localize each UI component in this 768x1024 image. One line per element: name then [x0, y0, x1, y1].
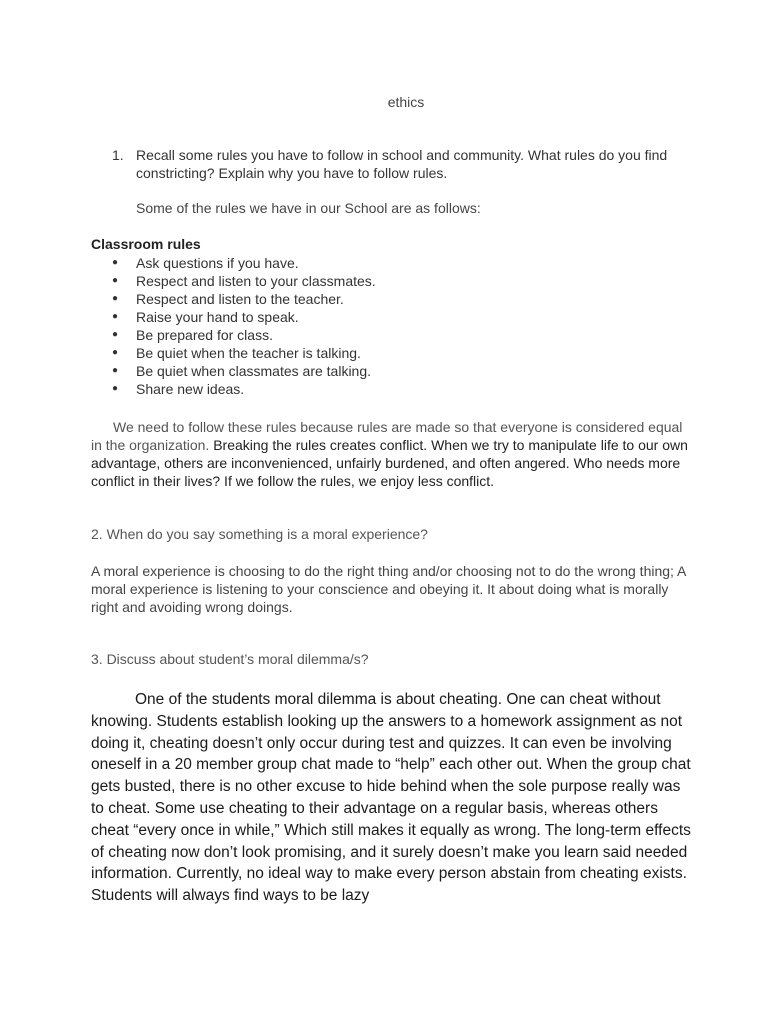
list-item: [91, 344, 376, 362]
question-1-intro: Some of the rules we have in our School are as follows:: [136, 200, 481, 216]
question-3: 3. Discuss about student’s moral dilemma/s?: [91, 651, 369, 667]
bullet-icon: ●: [112, 257, 119, 268]
rule-text: Respect and listen to the teacher.: [136, 291, 344, 307]
list-item: [91, 272, 376, 290]
list-item: [91, 362, 376, 380]
paragraph-rules-reason: [91, 418, 691, 490]
paragraph-moral-dilemma: One of the students moral dilemma is about cheating. One can cheat without knowing. Students establish looking up the answers to a homework assignment as not doing it, cheating doesn’t only occur during test and quizzes. It can even be involving oneself in a 20 member group chat made to “help” each other out. When the group chat gets busted, there is no other excuse to hide behind when the sole purpose really was to cheat. Some use cheating to their advantage on a regular basis, whereas others cheat “every once in while,” Which still makes it equally as wrong. The long-term effects of cheating now don’t look promising, and it surely doesn’t make you learn said needed information. Currently, no ideal way to make every person abstain from cheating exists. Students will always find ways to be lazy: [91, 691, 691, 905]
rule-text: Respect and listen to your classmates.: [136, 273, 376, 289]
question-2: 2. When do you say something is a moral experience?: [91, 526, 428, 542]
rule-text: Share new ideas.: [136, 381, 245, 397]
list-item: [91, 290, 376, 308]
rules-heading: Classroom rules: [91, 236, 201, 252]
list-item: [91, 326, 376, 344]
paragraph-rules-reason-part1: We need to follow these rules because rules are made so that everyone is considered equal in the organization.: [91, 419, 683, 453]
bullet-icon: ●: [112, 347, 119, 358]
bullet-icon: ●: [112, 383, 119, 394]
bullet-icon: ●: [112, 311, 119, 322]
bullet-icon: ●: [112, 275, 119, 286]
bullet-icon: ●: [112, 329, 119, 340]
list-item: [91, 380, 376, 398]
bullet-icon: ●: [112, 293, 119, 304]
list-item: [91, 308, 376, 326]
rule-text: Be prepared for class.: [136, 327, 273, 343]
question-1: [112, 146, 672, 182]
bullet-icon: ●: [112, 365, 119, 376]
document-title: ethics: [387, 94, 425, 110]
paragraph-moral-experience: A moral experience is choosing to do the right thing and/or choosing not to do the wrong thing; A moral experience is listening to your conscience and obeying it. It about doing what is morally right and avoiding wrong doings.: [91, 563, 686, 615]
paragraph-rules-reason-part2: Breaking the rules creates conflict. When we try to manipulate life to our own advantage, others are inconvenienced, unfairly burdened, and often angered. Who needs more conflict in their lives? If we follow the rules, we enjoy less conflict.: [91, 437, 688, 489]
rule-text: Raise your hand to speak.: [136, 309, 299, 325]
question-1-text: Recall some rules you have to follow in school and community. What rules do you find constricting? Explain why you have to follow rules.: [136, 147, 668, 181]
rules-list: [91, 254, 376, 398]
rule-text: Be quiet when the teacher is talking.: [136, 345, 361, 361]
rule-text: Ask questions if you have.: [136, 255, 299, 271]
question-1-number: 1.: [112, 147, 124, 163]
rule-text: Be quiet when classmates are talking.: [136, 363, 372, 379]
list-item: [91, 254, 376, 272]
